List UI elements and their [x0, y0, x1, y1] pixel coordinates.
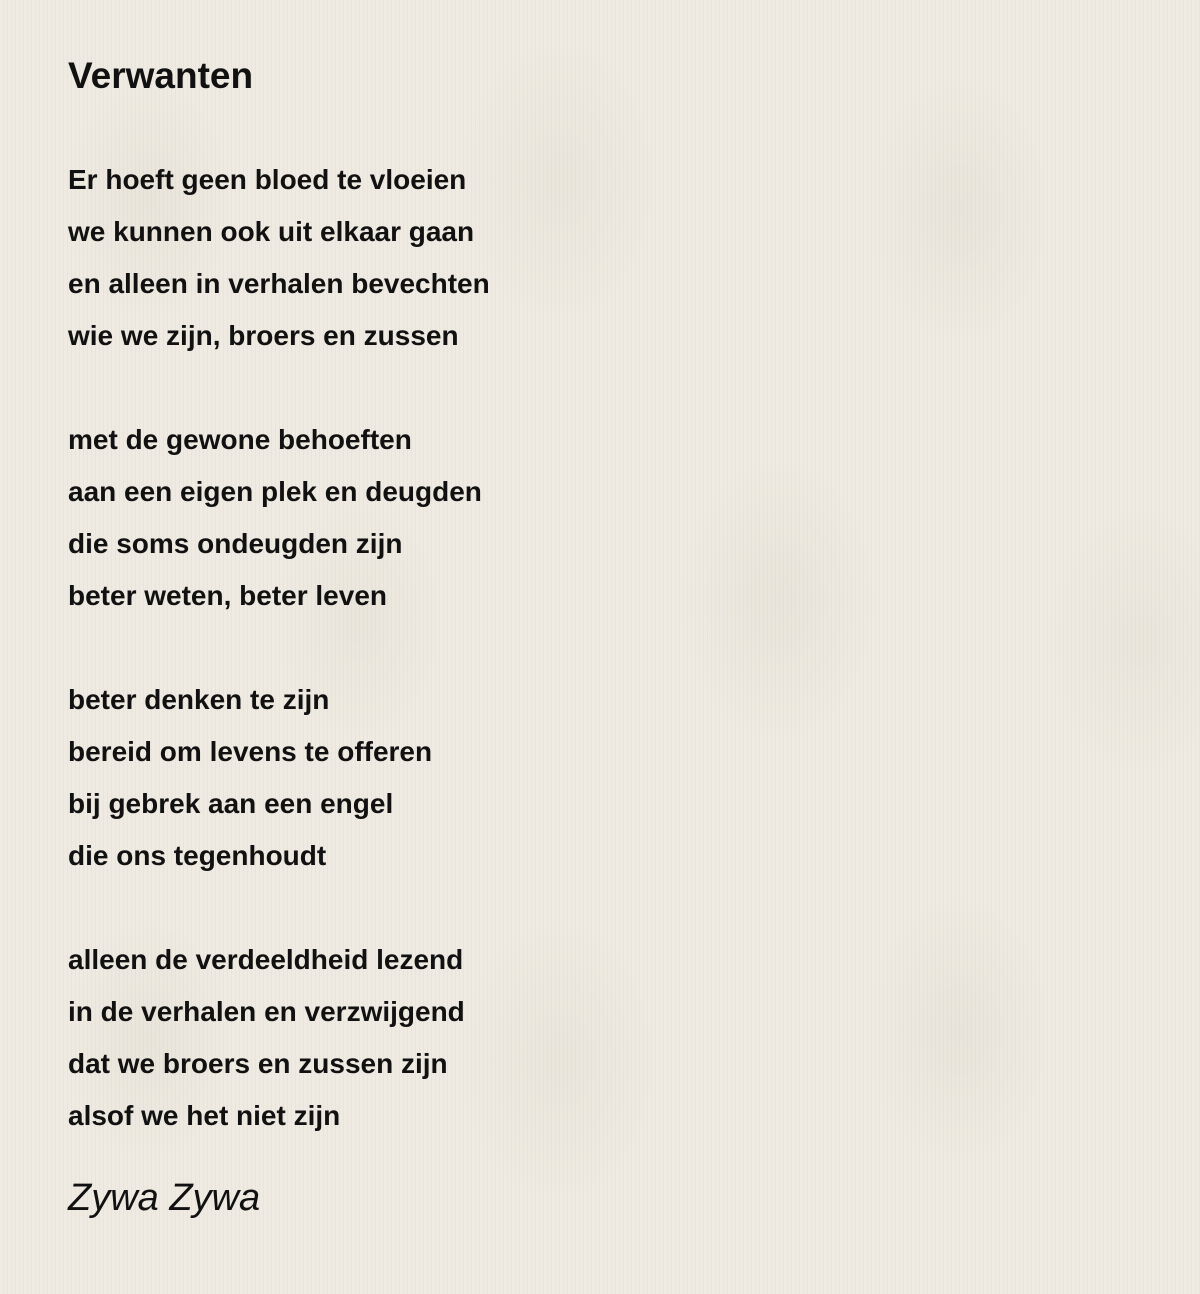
poem-line: alsof we het niet zijn — [68, 1100, 341, 1131]
stanza-1 — [68, 154, 1128, 362]
poem-line: bereid om levens te offeren — [68, 736, 433, 767]
poem-line: beter denken te zijn — [68, 684, 330, 715]
poem-line: met de gewone behoeften — [68, 424, 412, 455]
poem-line: alleen de verdeeldheid lezend — [68, 944, 464, 975]
poem-line: beter weten, beter leven — [68, 580, 388, 611]
poem-line: en alleen in verhalen bevechten — [68, 268, 490, 299]
poem-line: wie we zijn, broers en zussen — [68, 320, 459, 351]
poem-line: Er hoeft geen bloed te vloeien — [68, 164, 467, 195]
poem-line: die ons tegenhoudt — [68, 840, 327, 871]
stanza-2 — [68, 414, 1128, 622]
poem-line: we kunnen ook uit elkaar gaan — [68, 216, 475, 247]
poem-line: in de verhalen en verzwijgend — [68, 996, 465, 1027]
stanza-3 — [68, 674, 1128, 882]
poem-line: bij gebrek aan een engel — [68, 788, 394, 819]
poem-line: aan een eigen plek en deugden — [68, 476, 482, 507]
poem-container — [68, 52, 1128, 1223]
poem-line: dat we broers en zussen zijn — [68, 1048, 448, 1079]
poem-line: die soms ondeugden zijn — [68, 528, 403, 559]
poem-title: Verwanten — [68, 55, 254, 96]
stanza-4 — [68, 934, 1128, 1142]
poem-author: Zywa Zywa — [68, 1177, 261, 1219]
